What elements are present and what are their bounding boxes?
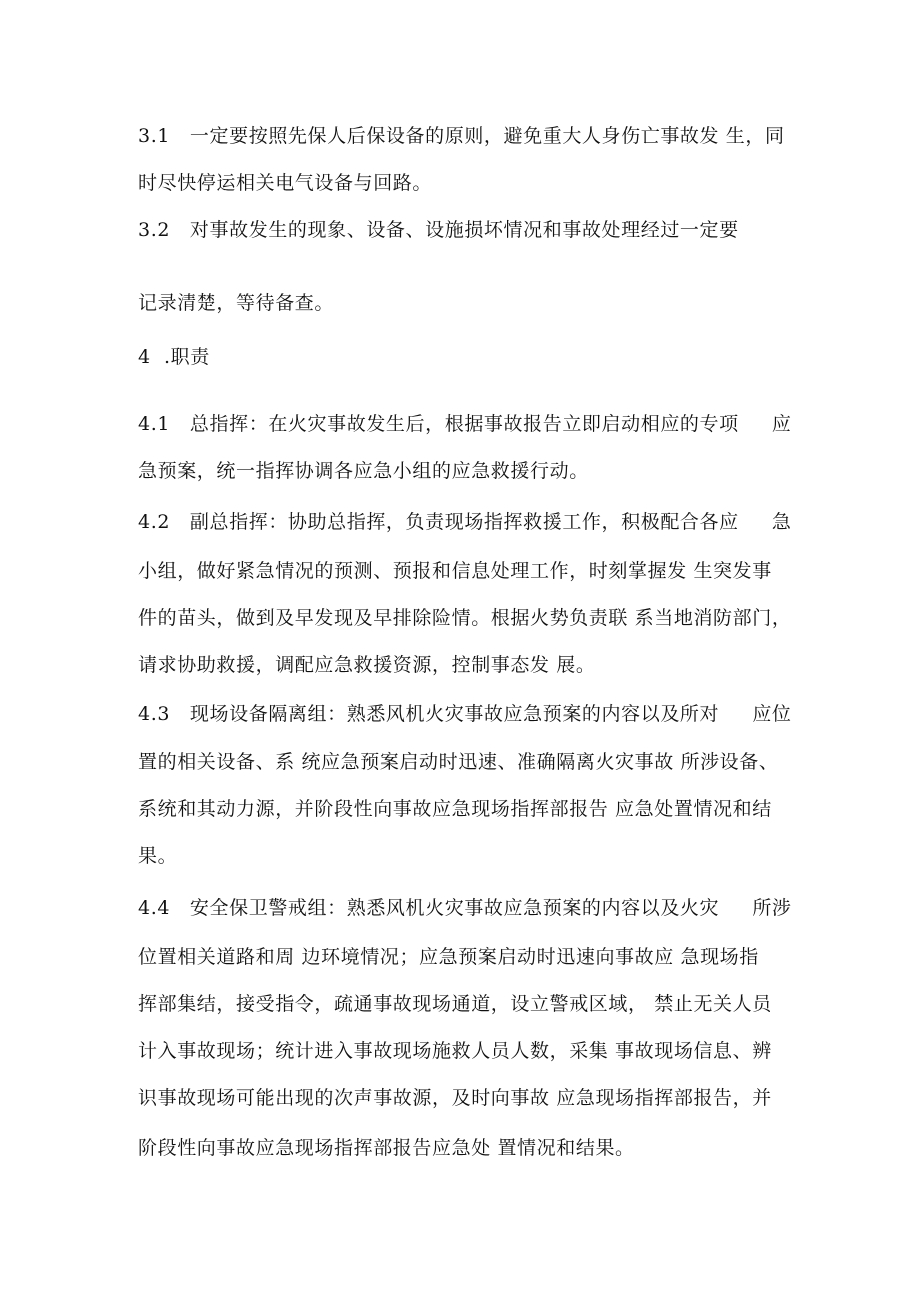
text-line-4-1-cont: 急预案，统一指挥协调各应急小组的应急救援行动。 <box>138 460 589 482</box>
text-line-4-4: 4.4 安全保卫警戒组：熟悉风机火灾事故应急预案的内容以及火灾 所涉 <box>138 897 792 919</box>
text-line-3-2: 3.2 对事故发生的现象、设备、设施损坏情况和事故处理经过一定要 <box>138 219 739 241</box>
text-line-4-4-cont-3: 计入事故现场；统计进入事故现场施救人员人数，采集 事故现场信息、辨 <box>138 1040 772 1062</box>
text-line-4-3-cont-1: 置的相关设备、系 统应急预案启动时迅速、准确隔离火灾事故 所涉设备、 <box>138 751 779 773</box>
text-line-4-4-cont-1: 位置相关道路和周 边环境情况；应急预案启动时迅速向事故应 急现场指 <box>138 946 759 968</box>
text-line-4-4-cont-5: 阶段性向事故应急现场指挥部报告应急处 置情况和结果。 <box>138 1137 635 1159</box>
text-line-4-4-cont-4: 识事故现场可能出现的次声事故源，及时向事故 应急现场指挥部报告，并 <box>138 1087 772 1109</box>
text-line-3-1-cont: 时尽快停运相关电气设备与回路。 <box>138 172 433 194</box>
text-line-4-2: 4.2 副总指挥：协助总指挥，负责现场指挥救援工作，积极配合各应 急 <box>138 511 792 533</box>
text-line-3-1: 3.1 一定要按照先保人后保设备的原则，避免重大人身伤亡事故发 生，同 <box>138 125 785 147</box>
text-line-4-3: 4.3 现场设备隔离组：熟悉风机火灾事故应急预案的内容以及所对 应位 <box>138 703 792 725</box>
text-line-4-3-cont-2: 系统和其动力源，并阶段性向事故应急现场指挥部报告 应急处置情况和结 <box>138 798 772 820</box>
text-line-4-4-cont-2: 挥部集结，接受指令，疏通事故现场通道，设立警戒区域， 禁止无关人员 <box>138 993 772 1015</box>
section-heading-4: 4 .职责 <box>138 346 210 368</box>
text-line-4-3-cont-3: 果。 <box>138 845 178 867</box>
text-line-3-2-cont: 记录清楚，等待备查。 <box>138 292 335 314</box>
text-line-4-2-cont-2: 件的苗头，做到及早发现及早排除险情。根据火势负责联 系当地消防部门， <box>138 607 792 629</box>
text-line-4-2-cont-3: 请求协助救援，调配应急救援资源，控制事态发 展。 <box>138 654 596 676</box>
text-line-4-2-cont-1: 小组，做好紧急情况的预测、预报和信息处理工作，时刻掌握发 生突发事 <box>138 560 772 582</box>
text-line-4-1: 4.1 总指挥：在火灾事故发生后，根据事故报告立即启动相应的专项 应 <box>138 413 792 435</box>
